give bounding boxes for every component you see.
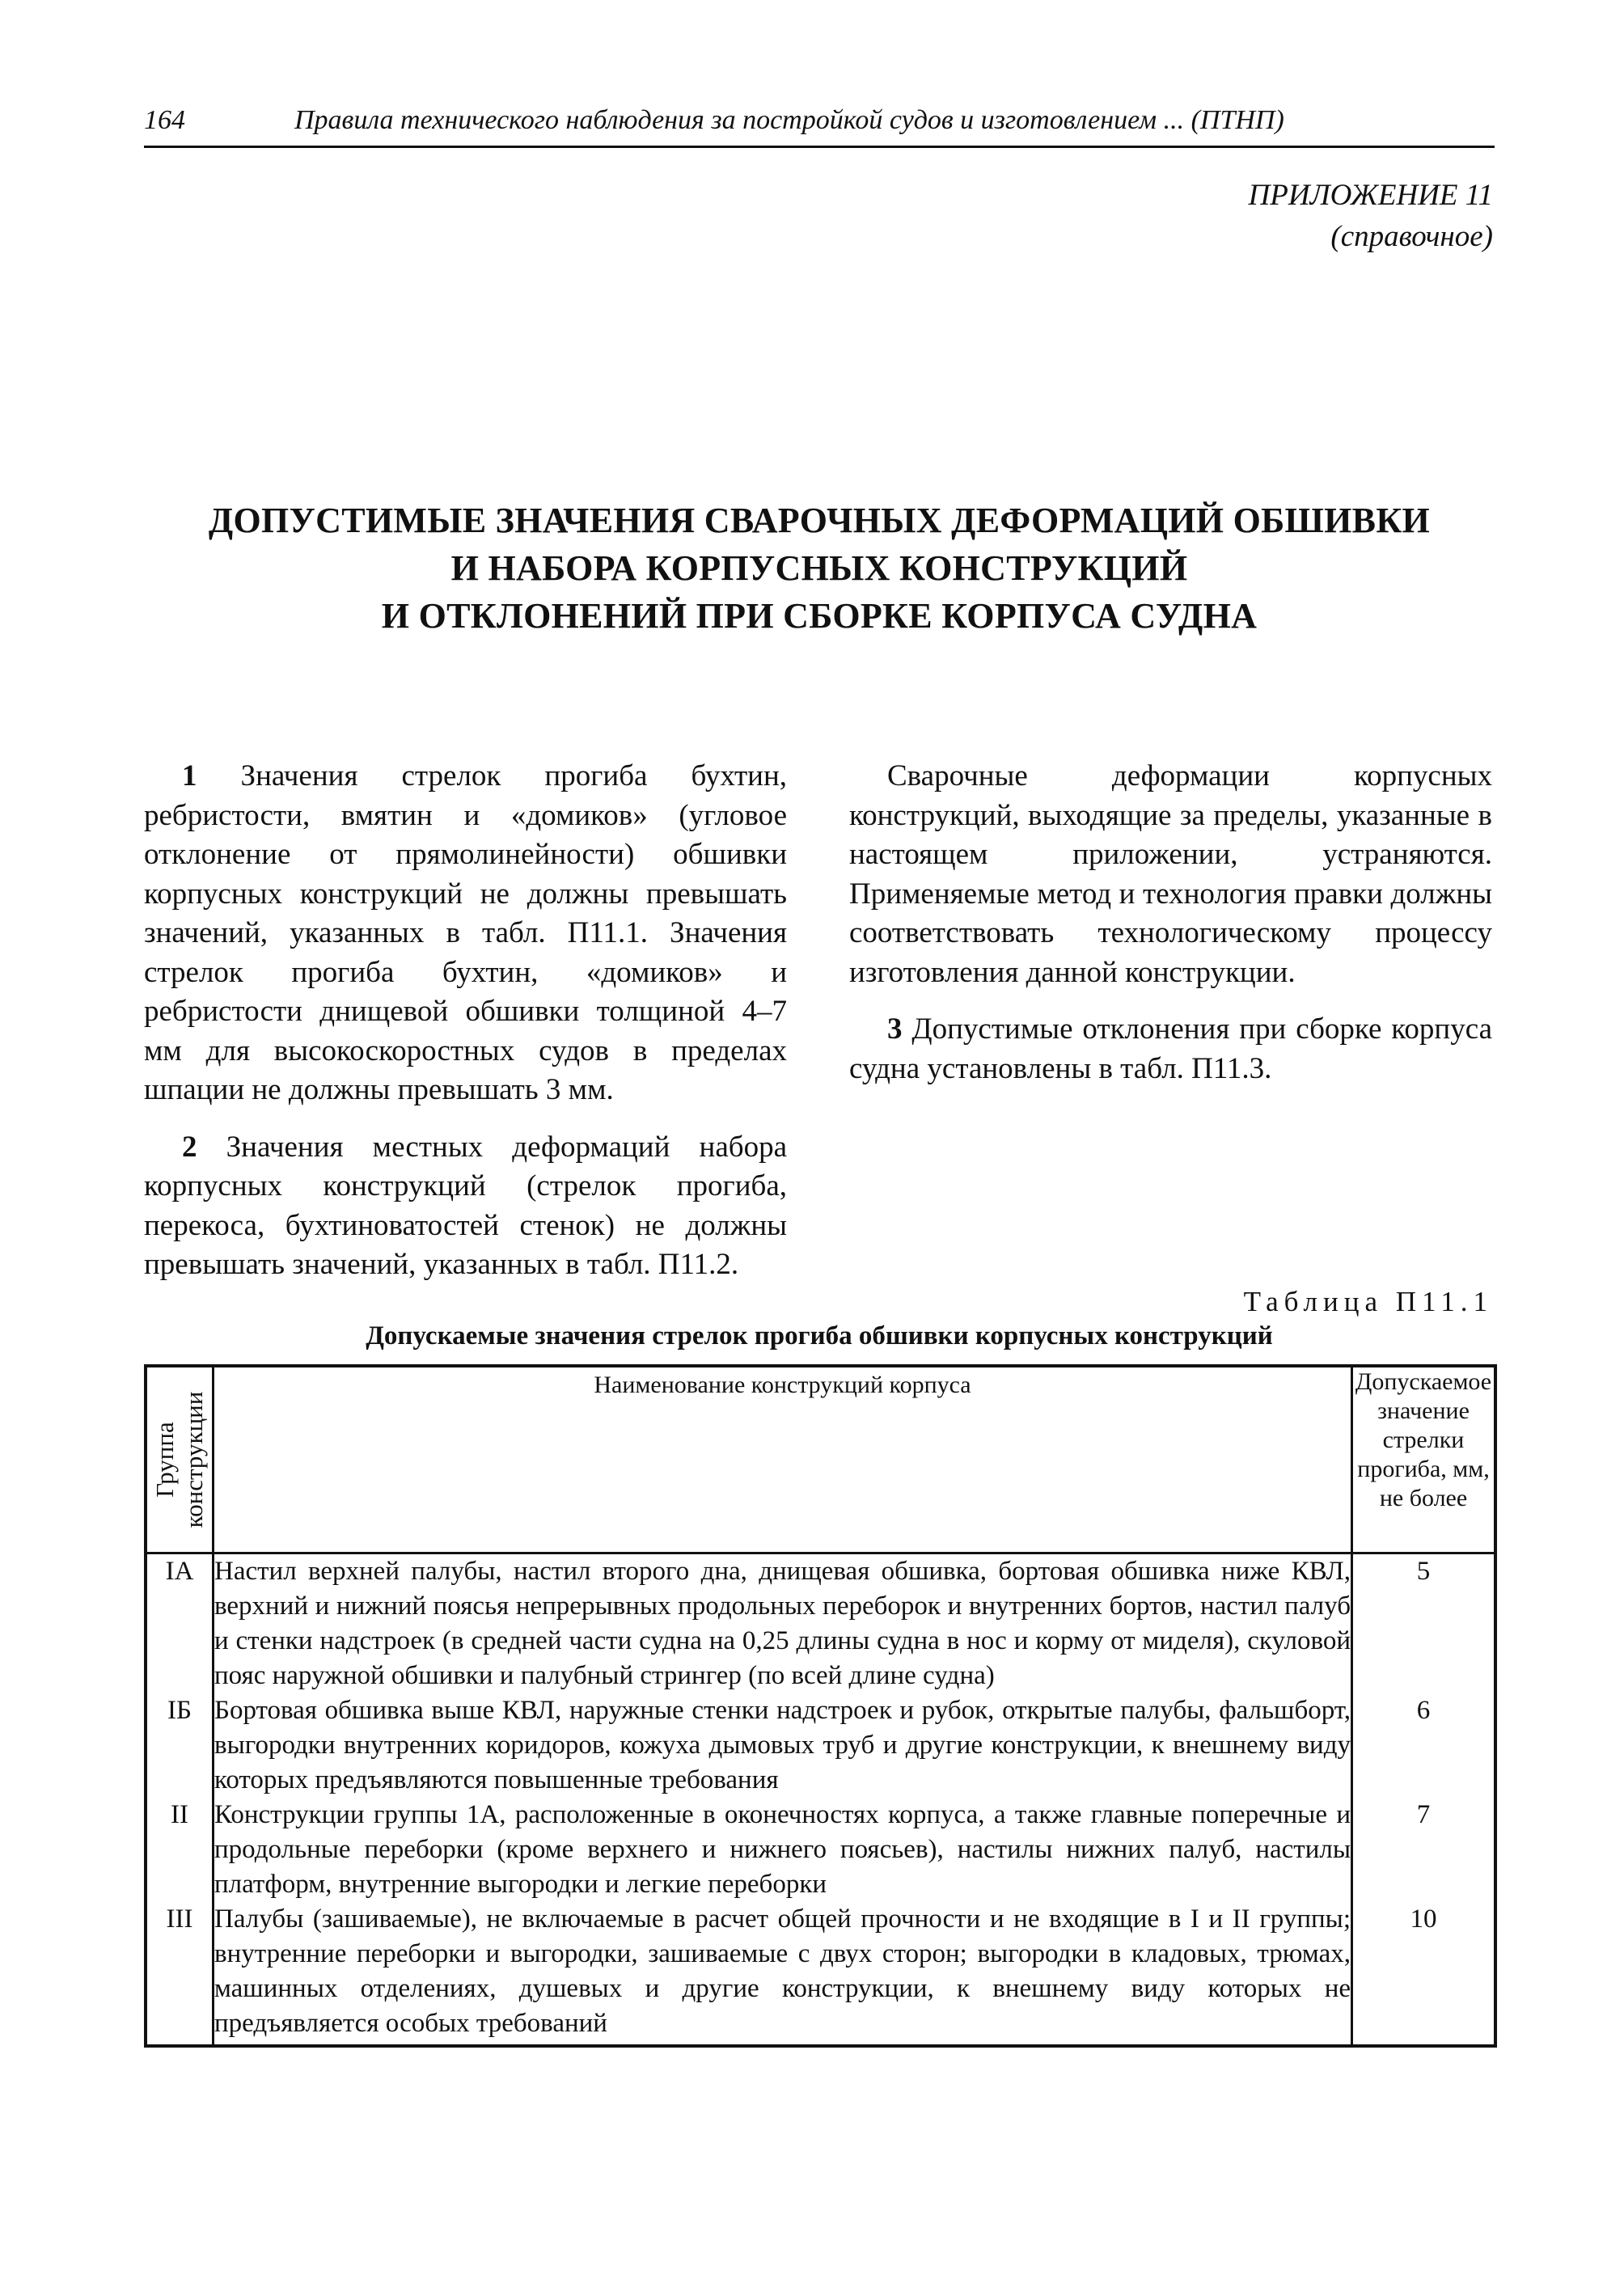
header-group-text: Группа конструкции	[150, 1391, 208, 1528]
paragraph-1-number: 1	[182, 759, 197, 793]
table-label: Таблица П11.1	[1243, 1286, 1493, 1317]
paragraph-3-number: 3	[887, 1012, 903, 1046]
row-value: 5	[1352, 1553, 1496, 1694]
title-line-2: И НАБОРА КОРПУСНЫХ КОНСТРУКЦИЙ	[450, 548, 1188, 588]
page-number: 164	[144, 105, 185, 135]
text-column-right	[849, 757, 1492, 1106]
table-row	[146, 1798, 1495, 1902]
appendix-label: ПРИЛОЖЕНИЕ 11	[1248, 179, 1493, 212]
row-name: Бортовая обшивка выше КВЛ, наружные стенки надстроек и рубок, открытые палубы, фальшборт, выгородки внутренних коридоров, кожуха дымовых труб и другие конструкции, к внешнему виду которых предъявляются повышенные требования	[214, 1693, 1352, 1798]
row-name: Конструкции группы 1А, расположенные в оконечностях корпуса, а также главные поперечные и продольные переборки (кроме верхнего и нижнего поясьев), настилы нижних палуб, настилы платформ, внутренние выгородки и легкие переборки	[214, 1798, 1352, 1902]
appendix-heading	[1249, 175, 1493, 257]
table-header-row	[146, 1366, 1495, 1553]
deflection-table	[144, 1364, 1497, 2048]
row-name: Настил верхней палубы, настил второго дна, днищевая обшивка, бортовая обшивка ниже КВЛ, верхний и нижний поясья непрерывных продольных переборок и внутренних бортов, настил палуб и стенки надстроек (в средней части судна на 0,25 длины судна в нос и корму от миделя), скуловой пояс наружной обшивки и палубный стрингер (по всей длине судна)	[214, 1553, 1352, 1694]
paragraph-1	[144, 757, 787, 1110]
text-column-left	[144, 757, 787, 1303]
row-value: 7	[1352, 1798, 1496, 1902]
row-value: 6	[1352, 1693, 1496, 1798]
appendix-note: (справочное)	[1330, 220, 1493, 253]
row-group: IБ	[146, 1693, 214, 1798]
row-group: II	[146, 1798, 214, 1902]
row-group: IА	[146, 1553, 214, 1694]
paragraph-2-text: Значения местных деформаций набора корпусных конструкций (стрелок прогиба, перекоса, бухтиноватостей стенок) не должны превышать значений, указанных в табл. П11.2.	[144, 1130, 787, 1281]
row-group: III	[146, 1902, 214, 2046]
header-value: Допускаемое значение стрелки прогиба, мм, не более	[1352, 1366, 1496, 1553]
paragraph-1-text: Значения стрелок прогиба бухтин, ребристости, вмятин и «домиков» (угловое отклонение от прямолинейности) обшивки корпусных конструкций не должны превышать значений, указанных в табл. П11.1. Значения стрелок прогиба бухтин, «домиков» и ребристости днищевой обшивки толщиной 4–7 мм для высокоскоростных судов в пределах шпации не должны превышать 3 мм.	[144, 759, 787, 1106]
paragraph-2	[144, 1128, 787, 1285]
running-title: Правила технического наблюдения за постройкой судов и изготовлением ... (ПТНП)	[294, 105, 1284, 135]
title-line-3: И ОТКЛОНЕНИЙ ПРИ СБОРКЕ КОРПУСА СУДНА	[381, 596, 1258, 636]
row-value: 10	[1352, 1902, 1496, 2046]
paragraph-2b: Сварочные деформации корпусных конструкций, выходящие за пределы, указанные в настоящем приложении, устраняются. Применяемые метод и технология правки должны соответствовать технологическому процессу изготовления данной конструкции.	[849, 759, 1492, 989]
header-name: Наименование конструкций корпуса	[214, 1366, 1352, 1553]
paragraph-2-number: 2	[182, 1130, 197, 1164]
row-name: Палубы (зашиваемые), не включаемые в расчет общей прочности и не входящие в I и II группы; внутренние переборки и выгородки, зашиваемые с двух сторон; выгородки в кладовых, трюмах, машинных отделениях, душевых и другие конструкции, к внешнему виду которых не предъявляется особых требований	[214, 1902, 1352, 2046]
table-row	[146, 1693, 1495, 1798]
running-header	[144, 104, 1495, 148]
table-row	[146, 1902, 1495, 2046]
title-line-1: ДОПУСТИМЫЕ ЗНАЧЕНИЯ СВАРОЧНЫХ ДЕФОРМАЦИЙ ОБШИВКИ	[208, 501, 1431, 540]
table-caption: Допускаемые значения стрелок прогиба обшивки корпусных конструкций	[366, 1321, 1273, 1351]
table-row	[146, 1553, 1495, 1694]
paragraph-3	[849, 1010, 1492, 1088]
page-title	[144, 497, 1495, 640]
header-group	[146, 1366, 214, 1553]
paragraph-3-text: Допустимые отклонения при сборке корпуса судна установлены в табл. П11.3.	[849, 1012, 1492, 1085]
